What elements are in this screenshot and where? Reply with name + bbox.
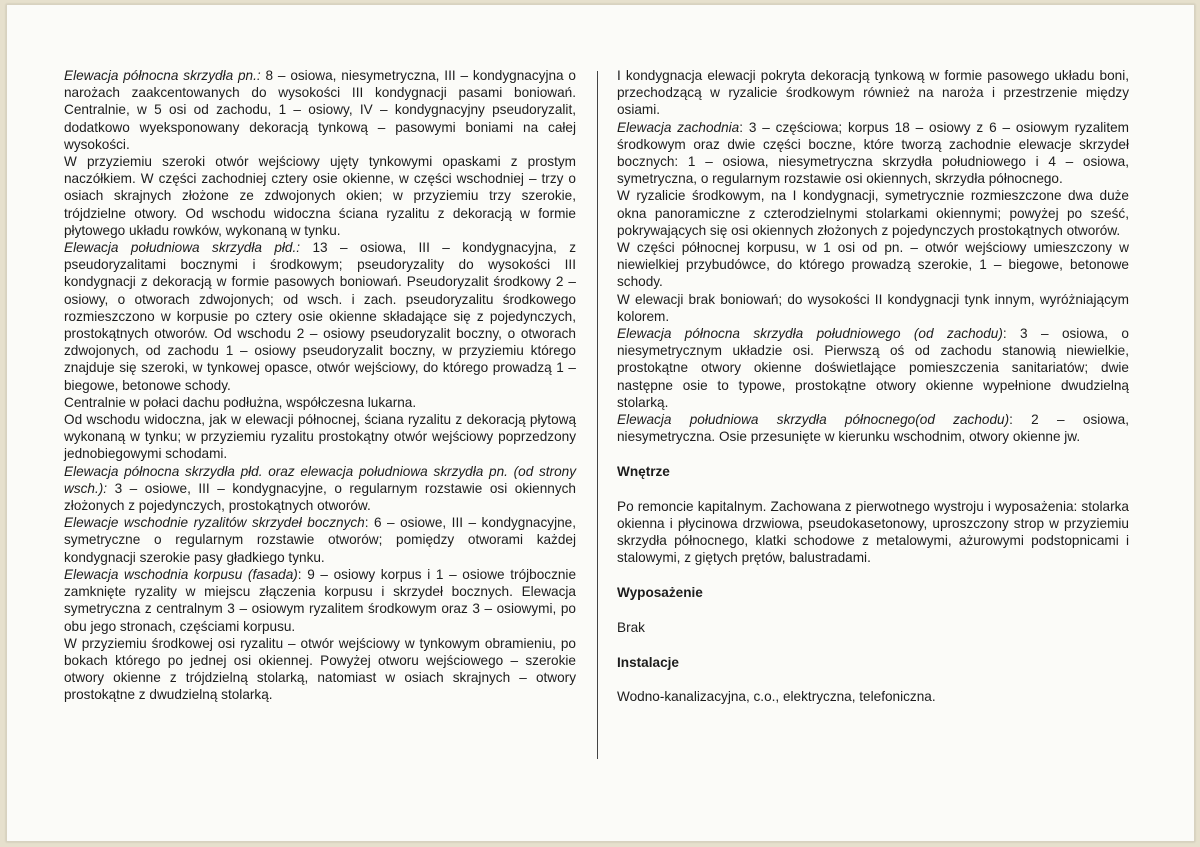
paragraph: W ryzalicie środkowym, na I kondygnacji, symetrycznie rozmieszczone dwa duże okna panoramiczne z czterodzielnymi stolarkami okiennymi; powyżej po sześć, pokrywających się osi okiennych złożonych z pojedynczych prostokątnych otworów.	[617, 188, 1129, 238]
section-heading-wnetrze: Wnętrze	[617, 464, 670, 480]
paragraph: Elewacja północna skrzydła płd. oraz elewacja południowa skrzydła pn. (od strony wsch.): 3 – osiowe, III – kondygnacyjne, o regularnym rozstawie osi okiennych złożonych z pojedynczych, prostokątnych otworów.	[64, 463, 576, 514]
paragraph: W przyziemiu szeroki otwór wejściowy ujęty tynkowymi opaskami z prostym naczółkiem. W części zachodniej cztery osie okienne, w części wschodniej – trzy o osiach skrajnych złożone ze zdwojonych okien; w przyziemiu trzy szerokie, trójdzielne otwory. Od wschodu widoczna ściana ryzalitu z dekoracją w formie płytowego układu rowków, wykonaną w tynku.	[64, 154, 576, 238]
paragraph: Centralnie w połaci dachu podłużna, współczesna lukarna.	[64, 394, 417, 410]
paragraph: I kondygnacja elewacji pokryta dekoracją tynkową w formie pasowego układu boni, przechodzącą w ryzalicie środkowym również na naroża i przestrzenie między osiami.	[617, 68, 1129, 118]
section-heading-wyposazenie: Wyposażenie	[617, 585, 703, 601]
section-text-wnetrze: Po remoncie kapitalnym. Zachowana z pierwotnego wystroju i wyposażenia: stolarka okienna i płycinowa drzwiowa, pseudokasetonowy, uproszczony strop w przyziemiu skrzydła północnego, klatki schodowe z metalowymi, ażurowymi podstopnicami i stalowymi, z giętych prętów, balustradami.	[617, 498, 1129, 566]
paragraph: Elewacja wschodnia korpusu (fasada): 9 – osiowy korpus i 1 – osiowe trójbocznie zamknięte ryzality w miejscu złączenia korpusu i skrzydeł bocznych. Elewacja symetryczna z centralnym 3 – osiowym ryzalitem środkowym oraz 3 – osiowymi, po obu jego stronach, częściami korpusu.	[64, 566, 577, 634]
paragraph: Elewacja południowa skrzydła północnego(od zachodu): 2 – osiowa, niesymetryczna. Osie przesunięte w kierunku wschodnim, otwory okienne jw.	[617, 412, 1129, 445]
paragraph: Elewacja północna skrzydła południowego (od zachodu): 3 – osiowa, o niesymetrycznym układzie osi. Pierwszą oś od zachodu stanowią niewielkie, prostokątne otwory okienne doświetlające pomieszczenia sanitariatów; dwie następne osie to typowe, prostokątne otwory okienne wypełnione dwudzielną stolarką.	[617, 326, 1129, 410]
paragraph: Elewacje wschodnie ryzalitów skrzydeł bocznych: 6 – osiowe, III – kondygnacyjne, symetryczne o regularnym rozstawie otworów; pomiędzy otworami każdej kondygnacji szerokie pasy gładkiego tynku.	[64, 515, 576, 565]
paragraph: Od wschodu widoczna, jak w elewacji północnej, ściana ryzalitu z dekoracją płytową wykonaną w tynku; w przyziemiu ryzalitu prostokątny otwór wejściowy poprzedzony jednobiegowymi schodami.	[64, 412, 576, 462]
right-column	[617, 67, 1129, 705]
section-text-instalacje: Wodno-kanalizacyjna, c.o., elektryczna, telefoniczna.	[617, 689, 936, 705]
paragraph: W przyziemiu środkowej osi ryzalitu – otwór wejściowy w tynkowym obramieniu, po bokach którego po jednej osi okiennej. Powyżej otworu wejściowego – szerokie otwory okienne z trójdzielną stolarką, natomiast w osiach skrajnych – otwory prostokątne z dwudzielną stolarką.	[64, 635, 576, 703]
document-card	[6, 4, 1195, 842]
paragraph: Elewacja zachodnia: 3 – częściowa; korpus 18 – osiowy z 6 – osiowym ryzalitem środkowym oraz dwie części boczne, które tworzą zachodnie elewacje skrzydeł bocznych: 1 – osiowa, niesymetryczna skrzydła południowego i 4 – osiowa, symetryczna, o regularnym rozstawie osi okiennych, skrzydła północnego.	[617, 119, 1129, 187]
paragraph: Elewacja południowa skrzydła płd.: 13 – osiowa, III – kondygnacyjna, z pseudoryzalitami bocznymi i środkowym; pseudoryzality do wysokości III kondygnacji z dekoracją w formie pasowych boniowań. Pseudoryzalit środkowy 2 – osiowy, o otworach zdwojonych; od wsch. i zach. pseudoryzalitu środkowego rozmieszczono w korpusie po cztery osie okienne składające się z pojedynczych, prostokątnych otworów. Od wschodu 2 – osiowy pseudoryzalit boczny, o otworach zdwojonych, od zachodu 1 – osiowy pseudoryzalit boczny, w przyziemiu którego znajduje się szeroki, w tynkowej opasce, otwór wejściowy, do którego prowadzą 1 – biegowe, betonowe schody.	[64, 240, 576, 393]
section-heading-instalacje: Instalacje	[617, 654, 679, 670]
paragraph: W elewacji brak boniowań; do wysokości II kondygnacji tynk innym, wyróżniającym kolorem.	[617, 291, 1129, 324]
paragraph: Elewacja północna skrzydła pn.: 8 – osiowa, niesymetryczna, III – kondygnacyjna o narożach zaakcentowanych do wysokości III kondygnacji pasami boniowań. Centralnie, w 5 osi od zachodu, 1 – osiowy, IV – kondygnacyjny pseudoryzalit, dodatkowo wyeksponowany dekoracją tynkową – pasowymi boniami na całej wysokości.	[64, 68, 576, 152]
paragraph: W części północnej korpusu, w 1 osi od pn. – otwór wejściowy umieszczony w niewielkiej przybudówce, do którego prowadzą szerokie, 1 – biegowe, betonowe schody.	[617, 240, 1129, 290]
section-text-wyposazenie: Brak	[617, 619, 645, 635]
column-divider	[597, 71, 598, 759]
left-column	[64, 67, 576, 704]
